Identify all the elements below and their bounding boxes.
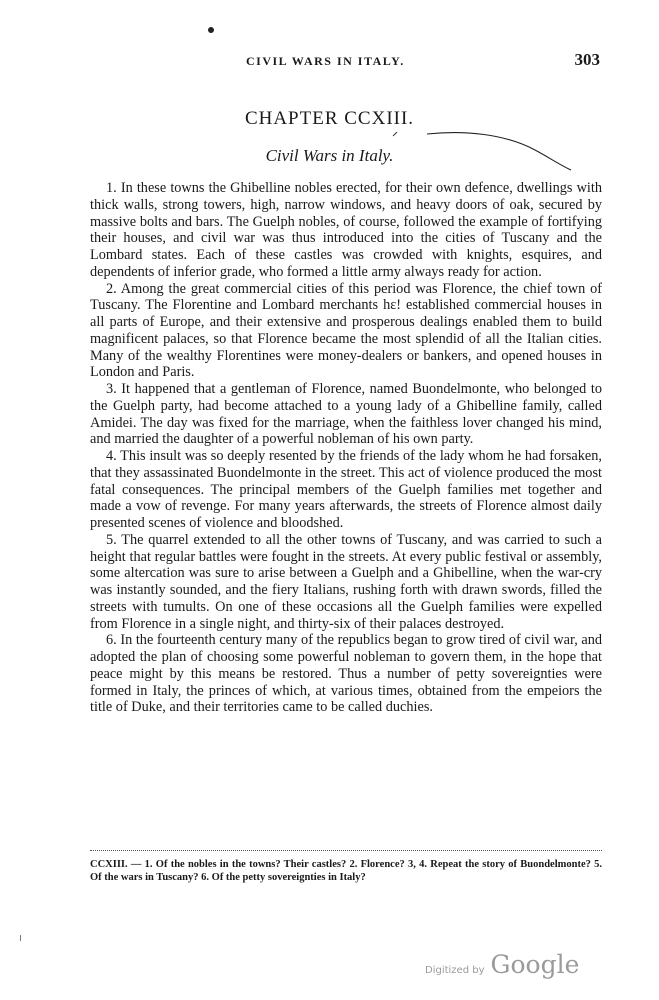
ink-dot xyxy=(208,27,214,33)
watermark-prefix: Digitized by xyxy=(425,965,485,976)
paragraph-3: 3. It happened that a gentleman of Florence, named Buondelmonte, who belonged to the Guelph party, had become attached to a young lady of a Ghibelline family, called Amidei. The day was fixed for the marriage, when the faithless lover changed his mind, and married the daughter of a powerful nobleman of his own party. xyxy=(90,381,602,448)
google-logo: Google xyxy=(490,950,580,979)
margin-mark xyxy=(20,935,21,941)
body-text xyxy=(90,180,602,716)
footnote-rule xyxy=(90,850,602,852)
paragraph-1: 1. In these towns the Ghibelline nobles erected, for their own defence, dwellings with thick walls, strong towers, high, narrow windows, and heavy doors of oak, secured by massive bolts and bars. The Guelph nobles, of course, followed the example of fortifying their houses, and civil war was thus introduced into the cities of Tuscany and the Lombard states. Each of these castles was crowded with knights, esquires, and dependents of inferior grade, who formed a little army always ready for action. xyxy=(90,180,602,280)
chapter-title: CHAPTER CCXIII. xyxy=(244,108,415,129)
paragraph-5: 5. The quarrel extended to all the other towns of Tuscany, and was carried to such a height that regular battles were fought in the streets. At every public festival or assembly, some altercation was sure to arise between a Guelph and a Ghibelline, when the war-cry was instantly sounded, and the fiery Italians, rushing forth with drawn swords, filled the streets with tumults. On one of these occasions all the Guelph families were expelled from Florence in a single night, and thirty-six of their palaces destroyed. xyxy=(90,531,602,632)
page-number: 303 xyxy=(574,50,600,69)
running-title: CIVIL WARS IN ITALY. xyxy=(246,54,405,68)
running-head xyxy=(90,52,600,74)
footnote-questions: CCXIII. — 1. Of the nobles in the towns? Their castles? 2. Florence? 3, 4. Repeat the story of Buondelmonte? 5. Of the wars in Tuscany? 6. Of the petty sovereignties in Italy? xyxy=(90,859,602,883)
chapter-subtitle: Civil Wars in Italy. xyxy=(265,146,394,165)
paragraph-6: 6. In the fourteenth century many of the republics began to grow tired of civil war, and adopted the plan of choosing some powerful nobleman to govern them, in the hope that peace might by this means be restored. Thus a number of petty sovereignties were formed in Italy, the princes of which, at various times, obtained from the empeiors the title of Duke, and their territories came to be called duchies. xyxy=(90,632,602,716)
paragraph-4: 4. This insult was so deeply resented by the friends of the lady whom he had forsaken, that they assassinated Buondelmonte in the street. This act of violence produced the most fatal consequences. The principal members of the Guelph families met together and made a vow of revenge. For many years afterwards, the streets of Florence almost daily presented scenes of violence and bloodshed. xyxy=(90,448,602,531)
paragraph-2: 2. Among the great commercial cities of this period was Florence, the chief town of Tuscany. The Florentine and Lombard merchants hε! established commercial houses in all parts of Europe, and their extensive and prosperous dealings enabled them to build magnificent palaces, so that Florence became the most splendid of all the Italian cities. Many of the wealthy Florentines were money-dealers or bankers, and opened houses in London and Paris. xyxy=(90,280,602,381)
digitized-watermark xyxy=(425,950,579,979)
